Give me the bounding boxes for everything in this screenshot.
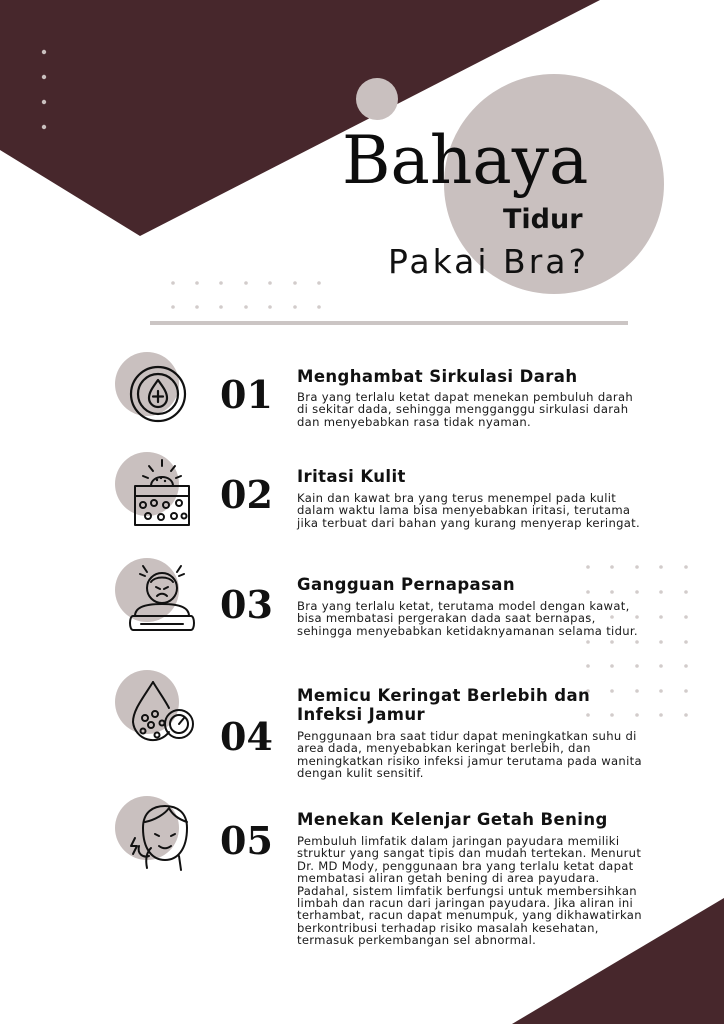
item-heading: Menekan Kelenjar Getah Bening	[297, 810, 608, 829]
item-heading: Memicu Keringat Berlebih dan Infeksi Jamur	[297, 686, 591, 724]
item-number: 02	[220, 472, 273, 517]
title-tidur: Tidur	[503, 204, 583, 235]
item-number: 05	[220, 818, 273, 863]
title-bahaya: Bahaya	[342, 122, 589, 199]
item-description: Bra yang terlalu ketat, terutama model dengan kawat, bisa membatasi pergerakan dada saat bernapas, sehingga menyebabkan ketidaknyamanan selama tidur.	[297, 599, 638, 638]
dot-grid-middle	[171, 281, 321, 309]
sweat-drop-icon	[113, 668, 197, 750]
item-description: Penggunaan bra saat tidur dapat meningkatkan suhu di area dada, menyebabkan keringat berlebih, dan meningkatkan risiko infeksi jamur terutama pada wanita dengan kulit sensitif.	[297, 729, 642, 781]
item-number: 04	[220, 714, 273, 759]
item-description: Bra yang terlalu ketat dapat menekan pembuluh darah di sekitar dada, sehingga mengganggu sirkulasi darah dan menyebabkan rasa tidak nyaman.	[297, 390, 634, 429]
item-description: Kain dan kawat bra yang terus menempel pada kulit dalam waktu lama bisa menyebabkan iritasi, terutama jika terbuat dari bahan yang kurang menyerap keringat.	[297, 491, 640, 530]
item-heading: Gangguan Pernapasan	[297, 575, 515, 594]
item-heading: Menghambat Sirkulasi Darah	[297, 367, 578, 386]
item-number: 03	[220, 582, 273, 627]
blood-circulation-icon	[113, 350, 195, 430]
sleep-discomfort-icon	[113, 558, 199, 640]
item-description: Pembuluh limfatik dalam jaringan payudara memiliki struktur yang sangat tipis dan mudah tertekan. Menurut Dr. MD Mody, penggunaan bra yang terlalu ketat dapat membatasi aliran getah bening di area payudara. Padahal, sistem limfatik berfungsi untuk membersihkan limbah dan racun dari jaringan payudara. Jika aliran ini terhambat, racun dapat menumpuk, yang dikhawatirkan berkontribusi terhadap risiko masalah kesehatan, termasuk perkembangan sel abnormal.	[297, 834, 642, 948]
swollen-gland-icon	[113, 794, 197, 876]
divider-rule	[150, 321, 628, 325]
item-heading: Iritasi Kulit	[297, 467, 406, 486]
skin-irritation-icon	[113, 450, 195, 532]
small-taupe-circle	[356, 78, 398, 120]
title-pakai-bra: Pakai Bra?	[388, 242, 589, 281]
item-number: 01	[220, 372, 273, 417]
